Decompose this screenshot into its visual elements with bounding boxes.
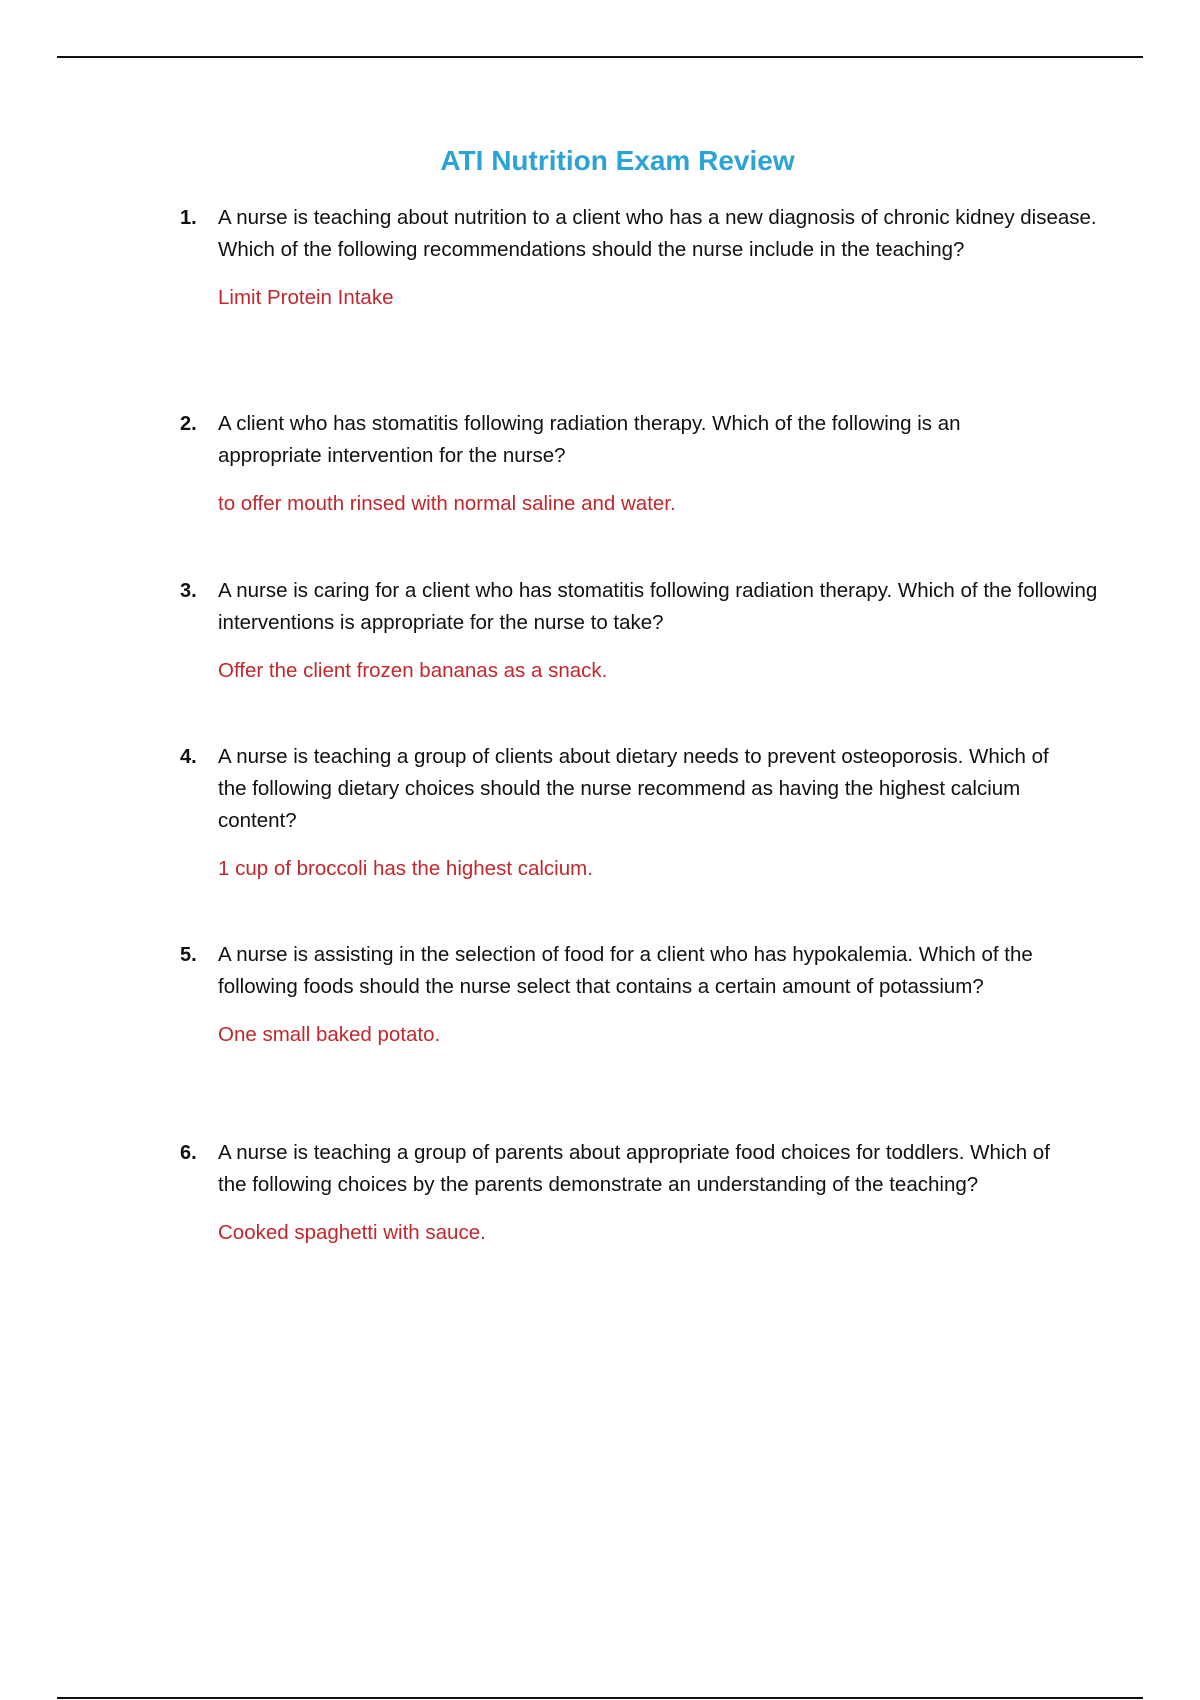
question-number: 4. [180,746,197,768]
question-answer: One small baked potato. [218,1023,441,1046]
question-text: A client who has stomatitis following radiation therapy. Which of the following is an appropriate intervention for the nurse? [218,412,961,467]
question-number: 1. [180,207,197,229]
question-number: 2. [180,413,197,435]
question-answer: to offer mouth rinsed with normal saline and water. [218,492,676,515]
question-item [180,408,1100,518]
question-answer: Limit Protein Intake [218,286,394,309]
page-title: ATI Nutrition Exam Review [440,145,795,176]
question-text: A nurse is assisting in the selection of food for a client who has hypokalemia. Which of the following foods should the nurse select that contains a certain amount of potassium? [218,943,1033,998]
question-text: A nurse is teaching a group of parents about appropriate food choices for toddlers. Which of the following choices by the parents demonstrate an understanding of the teaching? [218,1141,1050,1196]
question-answer: Cooked spaghetti with sauce. [218,1221,486,1244]
question-number: 5. [180,944,197,966]
question-answer: Offer the client frozen bananas as a snack. [218,659,608,682]
question-text: A nurse is teaching a group of clients about dietary needs to prevent osteoporosis. Which of the following dietary choices should the nurse recommend as having the highest calcium content? [218,745,1049,832]
question-text: A nurse is teaching about nutrition to a client who has a new diagnosis of chronic kidney disease. Which of the following recommendations should the nurse include in the teaching? [218,206,1097,261]
question-answer: 1 cup of broccoli has the highest calcium. [218,857,593,880]
question-item [180,939,1100,1079]
question-item [180,575,1100,685]
question-number: 3. [180,580,197,602]
question-item [180,741,1100,881]
question-item [180,1137,1100,1277]
question-item [180,202,1100,352]
question-list [180,202,1100,1343]
footer-rule [57,1697,1143,1699]
question-number: 6. [180,1142,197,1164]
question-text: A nurse is caring for a client who has stomatitis following radiation therapy. Which of the following interventions is appropriate for the nurse to take? [218,579,1098,634]
header-rule [57,56,1143,58]
